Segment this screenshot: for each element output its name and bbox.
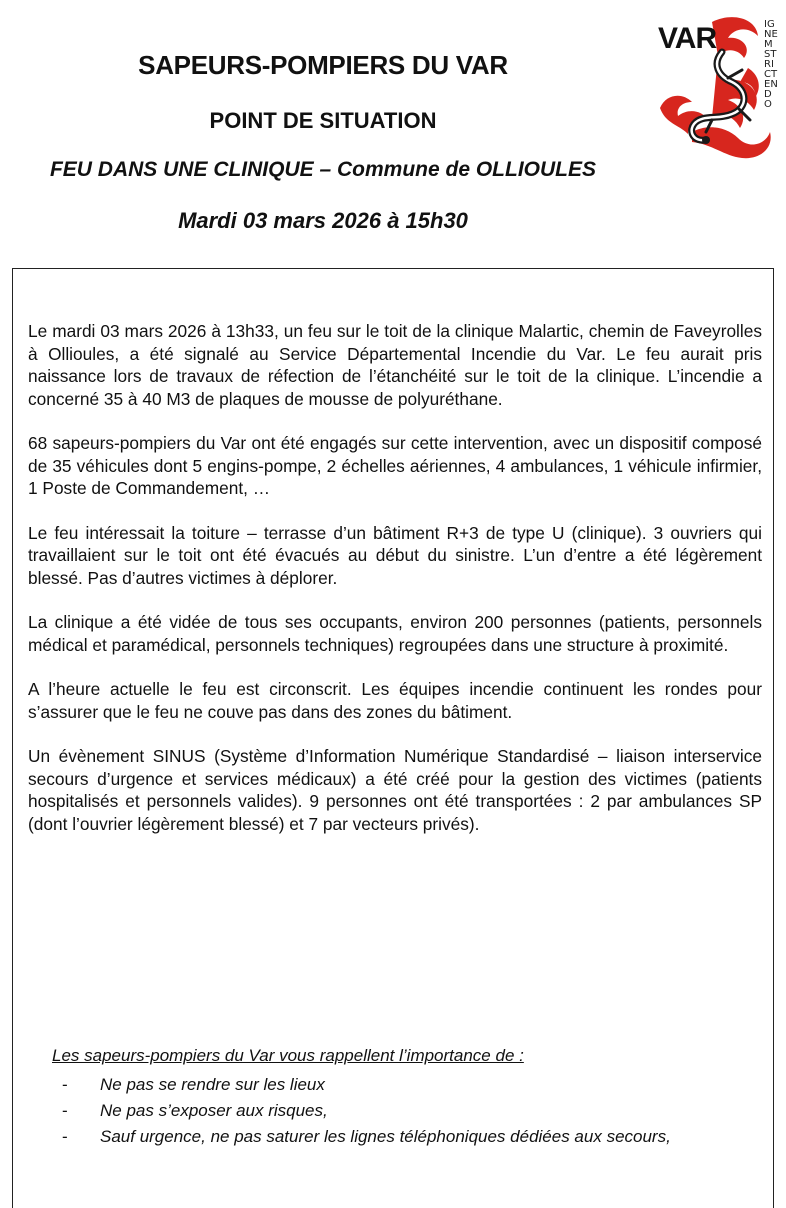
press-release-body xyxy=(28,320,762,857)
paragraph-evacuation: La clinique a été vidée de tous ses occupants, environ 200 personnes (patients, personnels médical et paramédical, personnels techniques) regroupées dans une structure à proximité. xyxy=(28,612,762,655)
paragraph-sinus: Un évènement SINUS (Système d’Information Numérique Standardisé – liaison interservice secours d’urgence et services médicaux) a été créé pour la gestion des victimes (patients hospitalisés et personnels valides). 9 personnes ont été transportées : 2 par ambulances SP (dont l’ouvrier légèrement blessé) et 7 par vecteurs privés). xyxy=(28,746,762,834)
event-title: FEU DANS UNE CLINIQUE – Commune de OLLIOULES xyxy=(49,158,597,181)
paragraph-status: A l’heure actuelle le feu est circonscrit. Les équipes incendie continuent les rondes pour s’assurer que le feu ne couve pas dans des zones du bâtiment. xyxy=(28,679,762,722)
paragraph-workers: Le feu intéressait la toiture – terrasse d’un bâtiment R+3 de type U (clinique). 3 ouvriers qui travaillaient sur le toit ont été évacués au début du sinistre. L’un d’entre a été légèrement blessé. Pas d’autres victimes à déplorer. xyxy=(28,522,762,588)
var-fire-service-logo xyxy=(652,12,782,162)
page-subtitle: POINT DE SITUATION xyxy=(209,108,437,133)
bullet-dash: - xyxy=(62,1075,68,1094)
page-title: SAPEURS-POMPIERS DU VAR xyxy=(138,50,508,80)
event-datetime: Mardi 03 mars 2026 à 15h30 xyxy=(178,208,468,233)
reminder-text: Ne pas se rendre sur les lieux xyxy=(100,1075,325,1094)
bullet-dash: - xyxy=(62,1101,68,1120)
reminders-list xyxy=(52,1072,671,1150)
list-item xyxy=(52,1124,671,1150)
list-item xyxy=(52,1072,671,1098)
logo-motto: IGNEM STRICTENDO xyxy=(764,19,778,110)
reminders-heading: Les sapeurs-pompiers du Var vous rappellent l’importance de : xyxy=(52,1046,524,1065)
list-item xyxy=(52,1098,671,1124)
reminder-text: Ne pas s’exposer aux risques, xyxy=(100,1101,328,1120)
bullet-dash: - xyxy=(62,1127,68,1146)
reminder-text: Sauf urgence, ne pas saturer les lignes téléphoniques dédiées aux secours, xyxy=(100,1127,671,1146)
paragraph-alert: Le mardi 03 mars 2026 à 13h33, un feu sur le toit de la clinique Malartic, chemin de Faveyrolles à Ollioules, a été signalé au Service Départemental Incendie du Var. Le feu aurait pris naissance lors de travaux de réfection de l’étanchéité sur le toit de la clinique. L’incendie a concerné 35 à 40 M3 de plaques de mousse de polyuréthane. xyxy=(28,321,762,409)
logo-var-text: VAR xyxy=(658,22,717,55)
paragraph-resources: 68 sapeurs-pompiers du Var ont été engagés sur cette intervention, avec un dispositif composé de 35 véhicules dont 5 engins-pompe, 2 échelles aériennes, 4 ambulances, 1 véhicule infirmier, 1 Poste de Commandement, … xyxy=(28,433,762,498)
